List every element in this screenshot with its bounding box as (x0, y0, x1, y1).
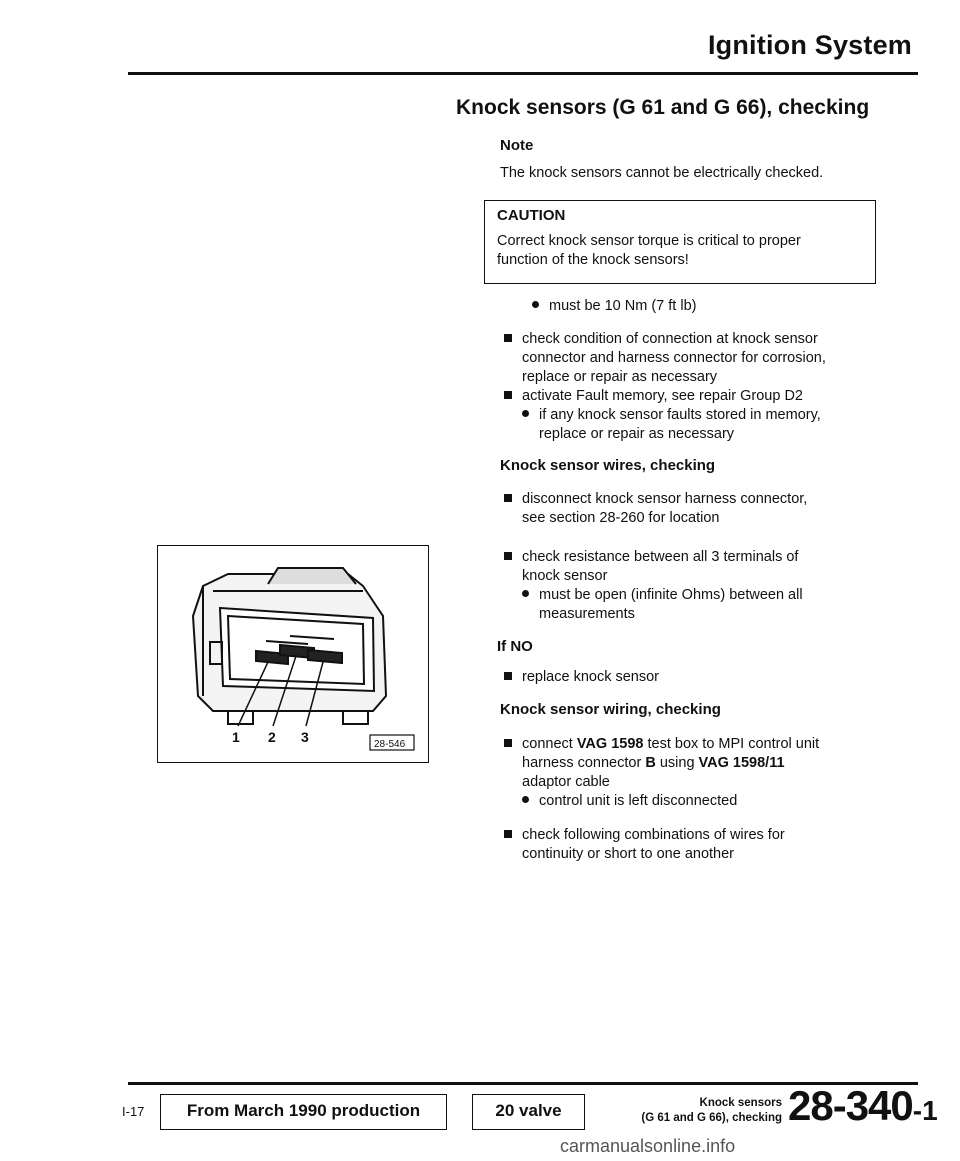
wiring-item-1-pre: connect (522, 736, 577, 752)
tool-name-vag1598-11: VAG 1598/11 (698, 755, 785, 771)
wiring-item-1-post: test box to MPI control unit (643, 736, 820, 752)
wires-item-1-line1: disconnect knock sensor harness connector, (522, 491, 808, 507)
wiring-heading: Knock sensor wiring, checking (500, 701, 721, 718)
wiring-item-1-line2 (522, 754, 785, 773)
note-label: Note (500, 137, 534, 154)
knock-sensor-connector-illustration (158, 546, 427, 761)
wires-item-2-line1: check resistance between all 3 terminals of (522, 549, 799, 565)
section-title: Knock sensors (G 61 and G 66), checking (456, 96, 870, 119)
watermark: carmanualsonline.info (560, 1136, 736, 1156)
bullet-square-icon (504, 391, 512, 399)
check-item-1-line1: check condition of connection at knock sensor (522, 331, 818, 347)
header-rule (128, 72, 918, 75)
check-item-1-line3: replace or repair as necessary (522, 369, 718, 385)
tool-name-vag1598: VAG 1598 (576, 736, 644, 752)
bullet-square-icon (504, 334, 512, 342)
caution-text-line2: function of the knock sensors! (497, 252, 689, 268)
wiring-item-1 (504, 735, 819, 754)
pin-label-1: 1 (232, 729, 240, 745)
wires-item-2-sub-line2: measurements (539, 606, 635, 622)
if-no-label: If NO (497, 638, 533, 655)
wires-item-2-line2: knock sensor (522, 568, 608, 584)
bullet-square-icon (504, 494, 512, 502)
check-item-1 (504, 330, 818, 349)
wires-item-2 (504, 548, 798, 567)
check-item-2-line1: activate Fault memory, see repair Group D2 (522, 388, 803, 404)
wires-item-2-sub-line1: must be open (infinite Ohms) between all (539, 587, 803, 603)
bullet-square-icon (504, 672, 512, 680)
bullet-dot-icon (532, 301, 539, 308)
wiring-item-2-line1: check following combinations of wires for (522, 827, 785, 843)
wires-heading: Knock sensor wires, checking (500, 457, 716, 474)
footer-section-line2: (G 61 and G 66), checking (641, 1112, 782, 1124)
torque-bullet (532, 297, 696, 316)
wires-item-1-line2: see section 28-260 for location (522, 510, 720, 526)
wiring-line2-pre: harness connector (522, 755, 646, 771)
pin-label-2: 2 (268, 729, 276, 745)
wiring-line2-mid: using (655, 755, 699, 771)
pin-label-3: 3 (301, 729, 309, 745)
bullet-square-icon (504, 552, 512, 560)
check-item-2-sub (522, 406, 821, 425)
footer-page-left: I-17 (122, 1104, 145, 1119)
bullet-dot-icon (522, 410, 529, 417)
valve-badge: 20 valve (472, 1094, 585, 1130)
wiring-item-1-sub (522, 792, 737, 811)
figure-id: 28-546 (374, 739, 406, 750)
caution-box (484, 200, 876, 284)
wires-item-2-sub (522, 586, 803, 605)
note-text: The knock sensors cannot be electrically checked. (500, 165, 824, 181)
bullet-dot-icon (522, 590, 529, 597)
footer-section-line1: Knock sensors (699, 1097, 782, 1109)
wiring-item-2-line2: continuity or short to one another (522, 846, 734, 862)
page-header-title: Ignition System (707, 30, 912, 60)
check-item-2 (504, 387, 803, 406)
bullet-square-icon (504, 739, 512, 747)
footer-section-title (596, 1096, 782, 1126)
check-item-2-sub-line2: replace or repair as necessary (539, 426, 735, 442)
connector-figure (157, 545, 429, 763)
replace-item (504, 668, 659, 687)
wiring-item-1-line3: adaptor cable (522, 774, 610, 790)
wires-item-1 (504, 490, 807, 509)
wiring-item-1-sub-text: control unit is left disconnected (539, 793, 738, 809)
bullet-dot-icon (522, 796, 529, 803)
page-number (788, 1082, 938, 1130)
torque-text: must be 10 Nm (7 ft lb) (549, 298, 697, 314)
page-number-main: 28-340 (788, 1082, 913, 1129)
page-number-suffix: -1 (912, 1095, 938, 1126)
caution-text-line1: Correct knock sensor torque is critical to proper (497, 233, 801, 249)
bullet-square-icon (504, 830, 512, 838)
connector-b: B (645, 755, 656, 771)
caution-label: CAUTION (497, 207, 566, 224)
production-badge: From March 1990 production (160, 1094, 447, 1130)
wiring-item-2 (504, 826, 785, 845)
check-item-1-line2: connector and harness connector for corrosion, (522, 350, 826, 366)
replace-text: replace knock sensor (522, 669, 660, 685)
check-item-2-sub-line1: if any knock sensor faults stored in memory, (539, 407, 821, 423)
